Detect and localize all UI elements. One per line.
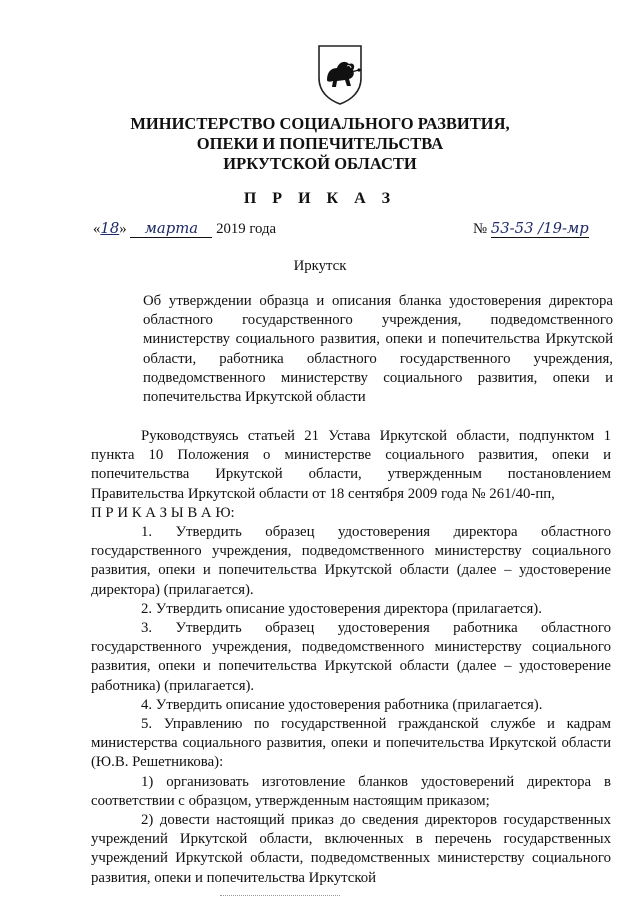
- date-month: марта: [130, 220, 212, 238]
- order-word: П Р И К А З Ы В А Ю:: [91, 504, 235, 521]
- ministry-name-line1: МИНИСТЕРСТВО СОЦИАЛЬНОГО РАЗВИТИЯ,: [130, 114, 510, 133]
- order-item: 5. Управлению по государственной гражданской службе и кадрам министерства социального развития, опеки и попечительства Иркутской области (Ю.В. Решетникова):: [91, 716, 611, 771]
- date-day: 18: [100, 220, 120, 237]
- date-open-quote: «: [93, 221, 101, 237]
- number-value: 53-53 /19-мр: [490, 220, 589, 237]
- city-name: Иркутск: [293, 258, 347, 274]
- order-subject: Об утверждении образца и описания бланка удостоверения директора областного государственного учреждения, подведомственного министерству социального развития, опеки и попечительства Иркутской области, работника областного государственного учреждения, подведомственного министерству социального развития, опеки и попечительства Иркутской области: [143, 293, 613, 406]
- irkutsk-coat-of-arms-icon: [315, 42, 365, 106]
- order-item: 2. Утвердить описание удостоверения директора (прилагается).: [141, 600, 542, 617]
- number-prefix: №: [473, 221, 488, 237]
- order-item: 3. Утвердить образец удостоверения работника областного государственного учреждения, подведомственного министерству социального развития, опеки и попечительства Иркутской области (далее – удостоверение работника) (прилагается).: [91, 620, 611, 694]
- document-type: П Р И К А З: [243, 190, 397, 207]
- order-number: [473, 220, 589, 238]
- date-close-quote: »: [119, 221, 127, 237]
- order-subitem: 1) организовать изготовление бланков удостоверений директора в соответствии с образцом, утвержденным настоящим приказом;: [91, 773, 611, 809]
- order-date: [93, 220, 276, 238]
- preamble-paragraph: Руководствуясь статьей 21 Устава Иркутской области, подпунктом 1 пункта 10 Положения о министерстве социального развития, опеки и попечительства Иркутской области, утвержденным постановлением Правительства Иркутской области от 18 сентября 2009 года № 261/40-пп,: [91, 428, 611, 502]
- ministry-name-line2: ОПЕКИ И ПОПЕЧИТЕЛЬСТВА: [196, 134, 444, 153]
- order-body: [91, 427, 611, 888]
- date-year: 2019 года: [216, 221, 277, 237]
- order-item: 1. Утвердить образец удостоверения директора областного государственного учреждения, подведомственного министерству социального развития, опеки и попечительства Иркутской области (далее – удостоверение директора) (прилагается).: [91, 524, 611, 598]
- page-edge-mark: [220, 895, 340, 896]
- order-item: 4. Утвердить описание удостоверения работника (прилагается).: [141, 696, 543, 713]
- order-subitem: 2) довести настоящий приказ до сведения директоров государственных учреждений Иркутской области, включенных в перечень государственных учреждений Иркутской области, подведомственных министерству социального развития, опеки и попечительства Иркутской: [91, 812, 611, 886]
- ministry-name-line3: ИРКУТСКОЙ ОБЛАСТИ: [223, 154, 417, 173]
